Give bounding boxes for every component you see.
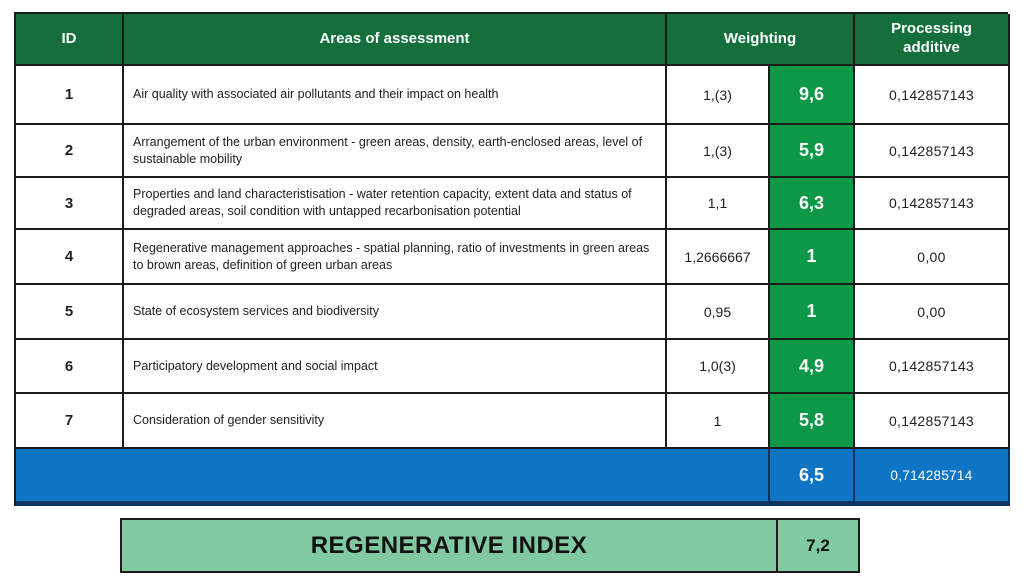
row-id: 6 xyxy=(16,340,124,394)
area-label: Air quality with associated air pollutants and their impact on health xyxy=(124,66,667,125)
weight-value: 0,95 xyxy=(667,285,770,340)
additive-value: 0,00 xyxy=(855,285,1010,340)
total-row-blank xyxy=(16,449,770,506)
additive-value: 0,142857143 xyxy=(855,178,1010,230)
additive-value: 0,142857143 xyxy=(855,66,1010,125)
weight-value: 1,1 xyxy=(667,178,770,230)
row-id: 7 xyxy=(16,394,124,449)
additive-value: 0,00 xyxy=(855,230,1010,285)
score-value: 1 xyxy=(770,285,855,340)
regenerative-index-band xyxy=(120,518,860,573)
area-label: State of ecosystem services and biodiversity xyxy=(124,285,667,340)
score-value: 5,8 xyxy=(770,394,855,449)
weight-value: 1,(3) xyxy=(667,66,770,125)
total-score: 6,5 xyxy=(770,449,855,506)
row-id: 4 xyxy=(16,230,124,285)
row-id: 3 xyxy=(16,178,124,230)
header-id: ID xyxy=(16,14,124,66)
row-id: 1 xyxy=(16,66,124,125)
header-areas: Areas of assessment xyxy=(124,14,667,66)
weight-value: 1,2666667 xyxy=(667,230,770,285)
area-label: Consideration of gender sensitivity xyxy=(124,394,667,449)
score-value: 6,3 xyxy=(770,178,855,230)
area-label: Participatory development and social impact xyxy=(124,340,667,394)
weight-value: 1,(3) xyxy=(667,125,770,178)
additive-value: 0,142857143 xyxy=(855,394,1010,449)
score-value: 9,6 xyxy=(770,66,855,125)
score-value: 5,9 xyxy=(770,125,855,178)
score-value: 4,9 xyxy=(770,340,855,394)
area-label: Properties and land characteristisation - water retention capacity, extent data and status of degraded areas, soil condition with untapped recarbonisation potential xyxy=(124,178,667,230)
row-id: 2 xyxy=(16,125,124,178)
weight-value: 1 xyxy=(667,394,770,449)
weight-value: 1,0(3) xyxy=(667,340,770,394)
header-processing-additive: Processing additive xyxy=(855,14,1010,66)
total-additive: 0,714285714 xyxy=(855,449,1010,506)
area-label: Arrangement of the urban environment - green areas, density, earth-enclosed areas, level of sustainable mobility xyxy=(124,125,667,178)
header-weighting: Weighting xyxy=(667,14,855,66)
assessment-table xyxy=(14,12,1008,506)
regenerative-index-label: REGENERATIVE INDEX xyxy=(122,520,778,571)
regenerative-index-value: 7,2 xyxy=(806,535,830,555)
area-label: Regenerative management approaches - spatial planning, ratio of investments in green areas to brown areas, definition of green urban areas xyxy=(124,230,667,285)
score-value: 1 xyxy=(770,230,855,285)
additive-value: 0,142857143 xyxy=(855,340,1010,394)
row-id: 5 xyxy=(16,285,124,340)
additive-value: 0,142857143 xyxy=(855,125,1010,178)
